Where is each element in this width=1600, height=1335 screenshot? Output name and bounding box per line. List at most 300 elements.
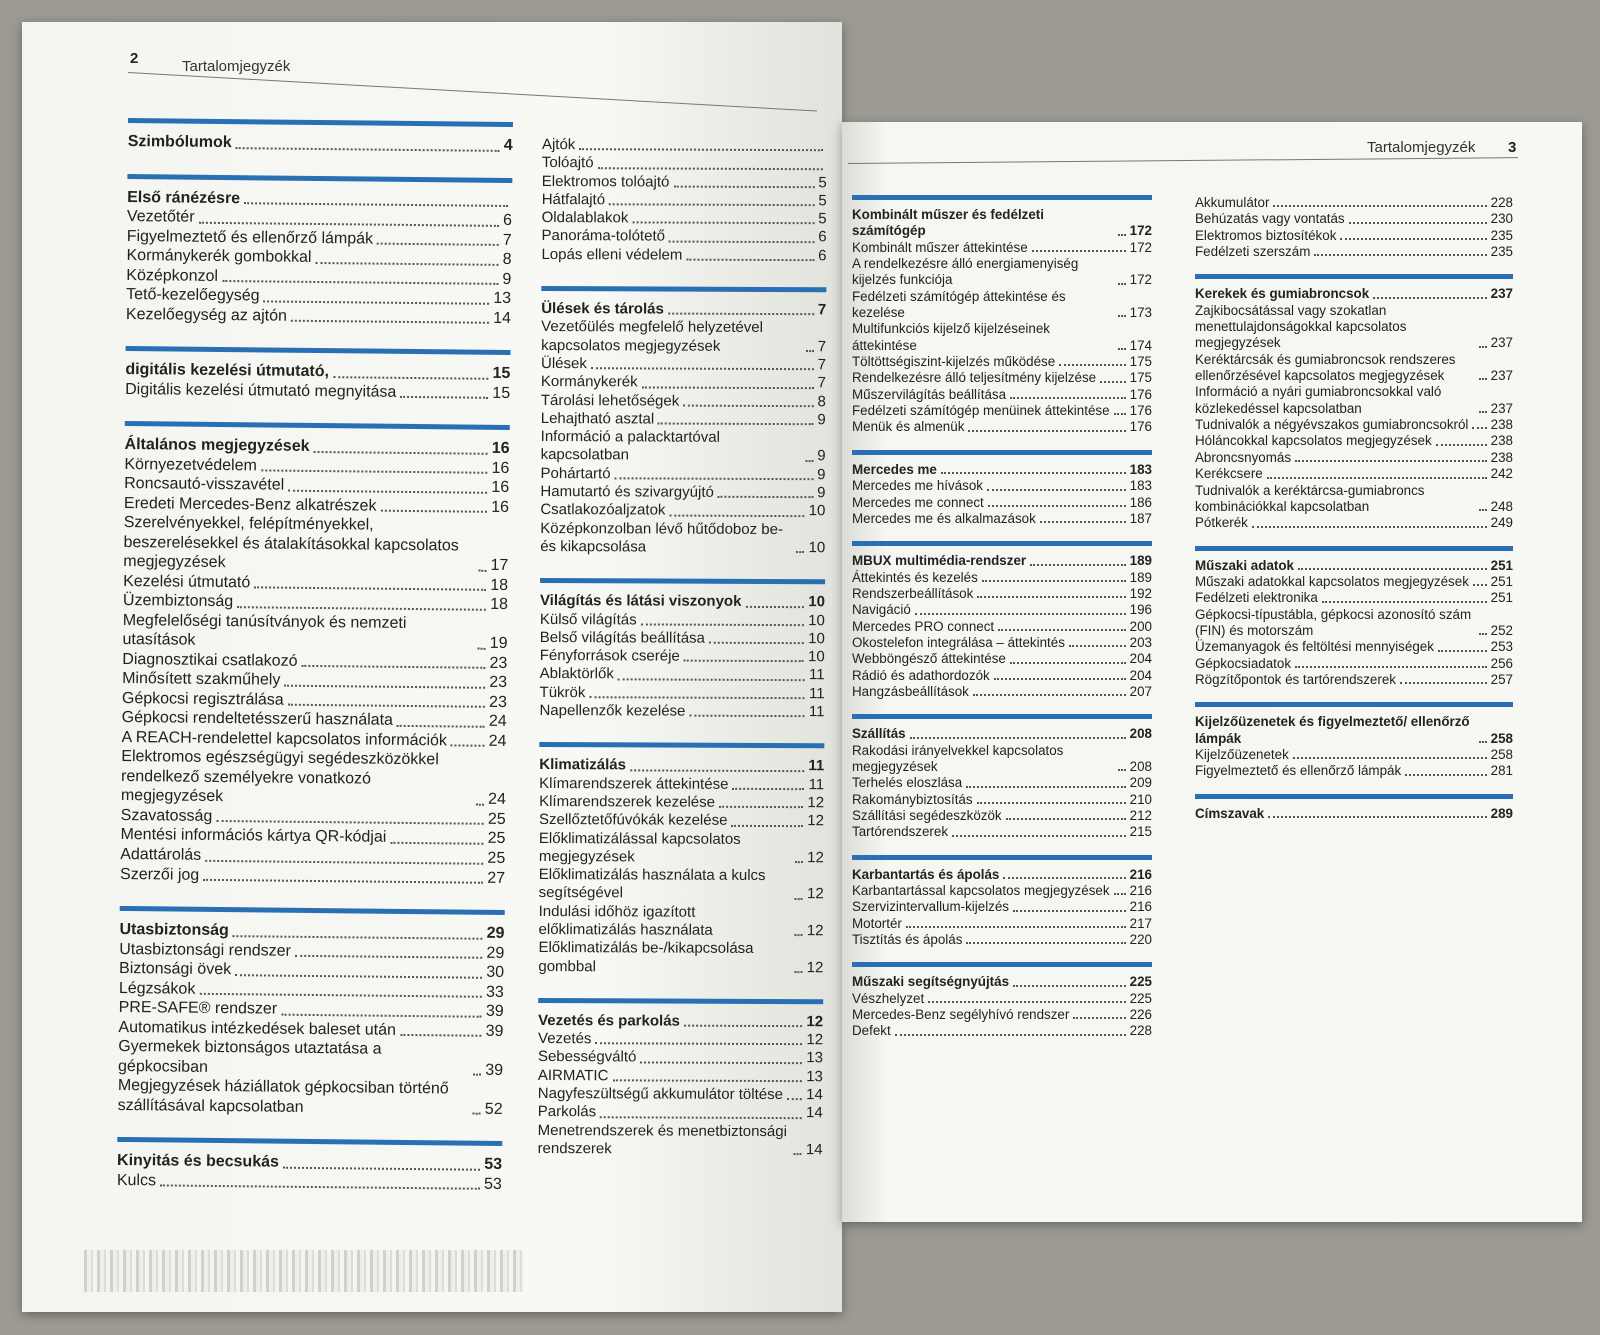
right-page-number: 3 — [1508, 139, 1517, 156]
toc-page-number: 14 — [806, 1104, 823, 1122]
toc-page-number: 249 — [1490, 515, 1513, 531]
toc-section-heading[interactable] — [852, 207, 1152, 240]
toc-page-number: 258 — [1490, 730, 1513, 746]
toc-entry[interactable] — [540, 665, 825, 685]
dot-leader — [988, 505, 1126, 507]
toc-entry[interactable] — [852, 824, 1152, 840]
dot-leader — [400, 1034, 482, 1037]
toc-page-number: 16 — [491, 479, 510, 497]
dot-leader — [377, 243, 499, 246]
toc-entry[interactable] — [541, 246, 826, 266]
dot-leader — [1479, 378, 1487, 380]
dot-leader — [1436, 444, 1487, 446]
toc-entry[interactable] — [852, 635, 1152, 651]
toc-entry[interactable] — [542, 173, 827, 193]
toc-page-number: 8 — [502, 250, 512, 269]
toc-entry-text: Hangzásbeállítások — [852, 683, 969, 699]
toc-entry-text: Megfelelőségi tanúsítványok és nemzeti utasítások — [122, 611, 407, 650]
toc-section — [120, 421, 510, 888]
toc-entry[interactable] — [540, 501, 825, 521]
toc-page-number: 12 — [806, 1031, 824, 1049]
dot-leader — [478, 569, 486, 571]
toc-heading-text: Utasbiztonság — [119, 920, 229, 940]
dot-leader — [222, 280, 498, 285]
toc-entry-text: Információ a nyári gumiabroncsokkal való közlekedéssel kapcsolatban — [1195, 384, 1442, 416]
toc-entry[interactable] — [1195, 483, 1513, 516]
toc-page-number: 7 — [817, 337, 827, 355]
toc-entry[interactable] — [1195, 466, 1513, 482]
dot-leader — [216, 820, 484, 825]
toc-entry-text: A rendelkezésre álló energiamenyiség kijelzés funkciója — [852, 256, 1079, 288]
toc-section — [1195, 702, 1513, 779]
toc-entry-text: Rakománybiztosítás — [852, 791, 973, 807]
toc-page-number: 11 — [808, 703, 825, 721]
toc-entry[interactable] — [1195, 352, 1513, 385]
toc-entry[interactable] — [542, 209, 827, 229]
toc-entry[interactable] — [540, 483, 825, 503]
toc-entry[interactable] — [1195, 211, 1513, 227]
toc-page-number: 208 — [1129, 726, 1152, 742]
toc-page-number: 176 — [1129, 419, 1152, 435]
toc-entry-text: Szervizintervallum-kijelzés — [852, 899, 1010, 915]
toc-entry[interactable] — [852, 808, 1152, 824]
dot-leader — [160, 1185, 480, 1190]
toc-section — [118, 906, 505, 1119]
toc-entry[interactable] — [540, 684, 825, 704]
toc-entry-text: Előklimatizálással kapcsolatos megjegyzések — [538, 829, 741, 866]
toc-entry-text: Tükrök — [539, 683, 586, 701]
toc-entry[interactable] — [542, 136, 827, 156]
toc-entry-text: Vezetés — [538, 1030, 592, 1048]
toc-entry-text: Rendszerbeállítások — [852, 585, 974, 601]
toc-entry[interactable] — [538, 1030, 823, 1050]
toc-page-number: 14 — [493, 309, 512, 327]
dot-leader — [1073, 1017, 1125, 1019]
toc-entry-text: Kombinált műszer áttekintése — [852, 239, 1028, 255]
dot-leader — [1118, 348, 1126, 350]
dot-leader — [795, 861, 803, 863]
toc-entry[interactable] — [852, 991, 1152, 1007]
toc-entry[interactable] — [852, 354, 1152, 370]
toc-entry[interactable] — [852, 419, 1152, 435]
toc-entry[interactable] — [542, 154, 827, 174]
toc-entry-text: Kezelési útmutató — [123, 572, 251, 592]
toc-page-number: 14 — [806, 1086, 823, 1104]
toc-page-number: 23 — [489, 674, 508, 692]
toc-entry[interactable] — [1195, 747, 1513, 763]
toc-page-number: 258 — [1490, 746, 1513, 762]
toc-entry[interactable] — [126, 305, 511, 329]
dot-leader — [1114, 413, 1126, 415]
toc-entry-text: Oldalablakok — [541, 209, 629, 227]
toc-entry-text: Sebességváltó — [537, 1048, 637, 1066]
toc-entry[interactable] — [852, 1007, 1152, 1023]
toc-entry[interactable] — [540, 520, 825, 558]
toc-section-heading[interactable] — [852, 726, 1152, 742]
toc-entry-text: Diagnosztikai csatlakozó — [122, 650, 298, 670]
toc-entry-text: A REACH-rendelettel kapcsolatos információk — [121, 728, 448, 750]
dot-leader — [632, 222, 814, 225]
toc-entry[interactable] — [1195, 763, 1513, 779]
dot-leader — [600, 1116, 802, 1119]
dot-leader — [589, 696, 805, 699]
toc-section — [1195, 274, 1513, 531]
toc-entry-text: Középkonzol — [126, 266, 219, 285]
dot-leader — [731, 824, 803, 826]
toc-heading-text: Klimatizálás — [539, 756, 627, 774]
toc-entry[interactable] — [1195, 672, 1513, 688]
section-divider-bar — [1195, 702, 1513, 707]
toc-page-number: 252 — [1490, 622, 1513, 638]
dot-leader — [719, 806, 803, 808]
dot-leader — [1479, 633, 1487, 635]
toc-section-heading[interactable] — [128, 132, 513, 156]
toc-section-heading[interactable] — [540, 592, 825, 612]
toc-page-number: 189 — [1129, 553, 1152, 569]
toc-page-number: 204 — [1129, 651, 1152, 667]
toc-entry-text: Középkonzolban lévő hűtődoboz be- és kikapcsolása — [540, 519, 784, 556]
toc-entry[interactable] — [541, 318, 826, 356]
toc-section-heading[interactable] — [1195, 558, 1513, 574]
toc-entry[interactable] — [538, 903, 823, 941]
toc-section-heading[interactable] — [1195, 806, 1513, 822]
toc-entry[interactable] — [122, 611, 507, 654]
toc-entry[interactable] — [852, 370, 1152, 386]
toc-entry-text: Áttekintés és kezelés — [852, 569, 978, 585]
toc-page-number: 14 — [805, 1141, 823, 1159]
toc-page-number: 200 — [1129, 618, 1152, 634]
toc-page-number: 183 — [1129, 461, 1152, 477]
toc-page-number: 256 — [1490, 655, 1513, 671]
toc-heading-text: Vezetés és parkolás — [538, 1011, 680, 1030]
toc-entry-text: Panoráma-tolótető — [541, 227, 666, 246]
toc-page-number: 207 — [1129, 683, 1152, 699]
toc-entry[interactable] — [852, 1023, 1152, 1039]
toc-page-number: 9 — [817, 484, 826, 502]
toc-entry[interactable] — [1195, 384, 1513, 417]
toc-section — [852, 541, 1152, 700]
dot-leader — [968, 430, 1125, 432]
toc-page-number: 183 — [1129, 478, 1152, 494]
toc-page-number: 53 — [484, 1155, 503, 1174]
toc-section-heading[interactable] — [852, 867, 1152, 883]
dot-leader — [281, 1013, 482, 1017]
toc-page-number: 25 — [487, 830, 506, 848]
toc-entry-text: Webböngésző áttekintése — [852, 651, 1006, 667]
toc-section-heading[interactable] — [538, 1012, 823, 1032]
toc-entry[interactable] — [852, 743, 1152, 776]
toc-entry[interactable] — [852, 775, 1152, 791]
toc-section — [538, 742, 824, 977]
dot-leader — [618, 678, 805, 681]
toc-entry[interactable] — [1195, 607, 1513, 640]
toc-page-number: 39 — [485, 1002, 504, 1021]
toc-entry[interactable] — [1195, 574, 1513, 590]
toc-entry-text: Ablaktörlők — [539, 665, 614, 683]
toc-section-heading[interactable] — [117, 1151, 502, 1175]
toc-entry[interactable] — [541, 355, 826, 375]
toc-page-number: 6 — [818, 246, 827, 265]
toc-section — [852, 855, 1152, 949]
toc-page-number: 16 — [491, 459, 510, 477]
toc-entry[interactable] — [852, 792, 1152, 808]
dot-leader — [684, 660, 804, 663]
dot-leader — [805, 460, 813, 462]
toc-entry-text: Gépkocsiadatok — [1195, 655, 1292, 671]
toc-section — [125, 346, 511, 403]
toc-entry[interactable] — [852, 602, 1152, 618]
toc-heading-text: Világítás és látási viszonyok — [539, 592, 742, 611]
toc-entry[interactable] — [852, 932, 1152, 948]
toc-page-number: 10 — [808, 593, 826, 611]
toc-page-number: 216 — [1129, 883, 1152, 899]
toc-entry-text: Fedélzeti számítógép menüinek áttekintése — [852, 403, 1110, 419]
toc-page-number: 13 — [493, 289, 512, 308]
toc-entry[interactable] — [125, 380, 510, 404]
toc-entry[interactable] — [542, 227, 827, 247]
toc-entry[interactable] — [538, 1085, 823, 1105]
dot-leader — [1295, 460, 1487, 462]
toc-entry[interactable] — [1195, 450, 1513, 466]
toc-entry[interactable] — [852, 321, 1152, 354]
toc-entry[interactable] — [852, 256, 1152, 289]
toc-entry[interactable] — [1195, 244, 1513, 260]
toc-entry[interactable] — [1195, 590, 1513, 606]
toc-entry[interactable] — [852, 619, 1152, 635]
dot-leader — [1118, 234, 1126, 236]
toc-entry-text: Terhelés eloszlása — [852, 775, 963, 791]
toc-entry[interactable] — [540, 465, 825, 485]
toc-entry[interactable] — [541, 373, 826, 393]
toc-entry[interactable] — [852, 899, 1152, 915]
toc-entry-text: Gyermekek biztonságos utaztatása a gépkocsiban — [117, 1038, 382, 1076]
dot-leader — [1100, 381, 1126, 383]
toc-page-number: 187 — [1129, 510, 1152, 526]
toc-section — [128, 118, 513, 156]
toc-section — [541, 136, 827, 265]
toc-heading-text: Kijelzőüzenetek és figyelmeztető/ ellenőrző lámpák — [1195, 714, 1470, 746]
dot-leader — [1479, 741, 1487, 743]
dot-leader — [673, 185, 814, 188]
toc-entry[interactable] — [852, 403, 1152, 419]
toc-page-number: 24 — [487, 791, 506, 809]
dot-leader — [795, 898, 803, 900]
toc-page-number: 172 — [1129, 272, 1152, 288]
section-divider-bar — [120, 906, 505, 915]
dot-leader — [291, 320, 489, 324]
toc-entry[interactable] — [852, 684, 1152, 700]
dot-leader — [658, 423, 813, 426]
toc-page-number: 237 — [1490, 400, 1513, 416]
toc-page-number: 13 — [806, 1067, 823, 1086]
toc-entry-text: Lehajtható asztal — [540, 409, 655, 428]
toc-entry[interactable] — [852, 668, 1152, 684]
section-divider-bar — [539, 742, 824, 748]
toc-page-number: 248 — [1490, 498, 1513, 514]
toc-entry[interactable] — [541, 392, 826, 412]
toc-page-number: 52 — [484, 1100, 503, 1118]
dot-leader — [1472, 427, 1486, 429]
toc-entry[interactable] — [1195, 515, 1513, 531]
toc-heading-text: Kerekek és gumiabroncsok — [1195, 286, 1370, 302]
toc-entry[interactable] — [539, 866, 824, 904]
toc-entry[interactable] — [852, 387, 1152, 403]
toc-page-number: 29 — [486, 924, 505, 943]
dot-leader — [400, 396, 488, 399]
dot-leader — [941, 472, 1126, 474]
dot-leader — [591, 367, 814, 370]
toc-entry-text: Elektromos biztosítékok — [1195, 227, 1337, 243]
toc-entry-text: Digitális kezelési útmutató megnyitása — [125, 380, 397, 401]
toc-section-heading[interactable] — [541, 300, 826, 320]
toc-entry[interactable] — [539, 702, 824, 722]
toc-entry[interactable] — [540, 611, 825, 631]
dot-leader — [333, 376, 489, 380]
toc-entry-text: Karbantartással kapcsolatos megjegyzések — [852, 883, 1110, 899]
toc-page-number: 25 — [487, 849, 506, 867]
toc-entry[interactable] — [852, 916, 1152, 932]
toc-entry[interactable] — [852, 478, 1152, 494]
toc-entry[interactable] — [852, 883, 1152, 899]
toc-entry[interactable] — [538, 939, 823, 977]
toc-page-number: 238 — [1490, 433, 1513, 449]
dot-leader — [598, 167, 823, 170]
toc-entry[interactable] — [1195, 639, 1513, 655]
toc-entry[interactable] — [852, 586, 1152, 602]
toc-entry[interactable] — [1195, 417, 1513, 433]
toc-section — [1195, 546, 1513, 689]
toc-entry-text: Belső világítás beállítása — [539, 628, 705, 647]
toc-entry[interactable] — [1195, 303, 1513, 352]
toc-page-number: 251 — [1490, 590, 1513, 606]
toc-section — [852, 962, 1152, 1039]
toc-page-number: 12 — [806, 1013, 824, 1031]
toc-entry-text: Pótkerék — [1195, 515, 1248, 531]
toc-entry[interactable] — [538, 1048, 823, 1068]
toc-entry[interactable] — [541, 428, 826, 466]
dot-leader — [684, 1025, 803, 1028]
dot-leader — [284, 685, 485, 689]
section-divider-bar — [540, 578, 825, 584]
toc-section-heading[interactable] — [1195, 714, 1513, 747]
toc-entry[interactable] — [540, 647, 825, 667]
toc-entry[interactable] — [852, 289, 1152, 322]
toc-entry[interactable] — [1195, 228, 1513, 244]
toc-entry[interactable] — [538, 1103, 823, 1123]
toc-section — [852, 714, 1152, 840]
toc-page-number: 4 — [503, 136, 513, 155]
toc-section-heading[interactable] — [539, 756, 824, 776]
toc-entry-text: Előklimatizálás használata a kulcs segítségével — [538, 866, 766, 902]
dot-leader — [796, 551, 804, 553]
toc-entry[interactable] — [118, 1076, 503, 1119]
toc-page-number: 25 — [487, 810, 506, 828]
toc-entry[interactable] — [541, 410, 826, 430]
toc-entry-text: Kulcs — [116, 1171, 157, 1190]
toc-entry[interactable] — [121, 747, 507, 810]
dot-leader — [683, 404, 813, 407]
toc-entry[interactable] — [1195, 195, 1513, 211]
toc-entry-text: Kormánykerék gombokkal — [126, 247, 312, 266]
toc-entry[interactable] — [539, 829, 824, 867]
left-page-number: 2 — [130, 50, 139, 67]
toc-entry[interactable] — [123, 513, 509, 576]
section-divider-bar — [1195, 274, 1513, 279]
toc-page-number: 253 — [1490, 639, 1513, 655]
dot-leader — [640, 1061, 802, 1064]
dot-leader — [254, 587, 486, 591]
toc-page-number: 172 — [1129, 239, 1152, 255]
toc-entry[interactable] — [120, 864, 505, 888]
toc-section-heading[interactable] — [852, 462, 1152, 478]
toc-section — [852, 195, 1152, 436]
toc-entry[interactable] — [538, 1067, 823, 1087]
toc-entry[interactable] — [118, 1037, 503, 1080]
dot-leader — [609, 203, 814, 206]
toc-entry[interactable] — [117, 1171, 502, 1195]
toc-entry[interactable] — [539, 775, 824, 795]
dot-leader — [630, 769, 804, 772]
toc-entry-text: Utasbiztonsági rendszer — [119, 940, 292, 960]
toc-page-number: 175 — [1129, 354, 1152, 370]
dot-leader — [295, 955, 483, 959]
toc-page-number: 16 — [491, 439, 510, 458]
toc-entry-text: Vezetőülés megfelelő helyzetével kapcsolatos megjegyzések — [541, 318, 764, 355]
dot-leader — [1013, 985, 1126, 987]
toc-page-number: 172 — [1129, 223, 1152, 239]
toc-heading-text: Ülések és tárolás — [541, 300, 664, 318]
toc-entry[interactable] — [1195, 433, 1513, 449]
toc-page-number: 10 — [808, 502, 826, 520]
dot-leader — [288, 704, 485, 708]
toc-page-number: 174 — [1129, 337, 1152, 353]
toc-entry[interactable] — [852, 240, 1152, 256]
toc-page-number: 23 — [489, 693, 507, 711]
toc-entry[interactable] — [539, 793, 824, 813]
toc-entry[interactable] — [852, 651, 1152, 667]
toc-entry[interactable] — [540, 629, 825, 649]
dot-leader — [233, 935, 483, 940]
toc-section-heading[interactable] — [852, 553, 1152, 569]
toc-page-number: 242 — [1490, 466, 1513, 482]
toc-entry[interactable] — [852, 570, 1152, 586]
toc-page-number: 11 — [808, 684, 825, 702]
section-divider-bar — [852, 855, 1152, 860]
toc-entry[interactable] — [542, 191, 827, 211]
toc-entry[interactable] — [852, 495, 1152, 511]
toc-page-number: 24 — [488, 713, 507, 731]
toc-entry-text: Elektromos egészségügyi segédeszközökkel rendelkező személyekre vonatkozó megjegyzések — [120, 748, 439, 806]
toc-entry-text: Megjegyzések háziállatok gépkocsiban történő szállításával kapcsolatban — [117, 1077, 449, 1116]
toc-page-number: 237 — [1490, 368, 1513, 384]
toc-entry[interactable] — [1195, 656, 1513, 672]
toc-section-heading[interactable] — [1195, 286, 1513, 302]
dot-leader — [397, 725, 485, 728]
toc-entry-text: Figyelmeztető és ellenőrző lámpák — [1195, 763, 1402, 779]
dot-leader — [473, 1074, 481, 1076]
toc-section-heading[interactable] — [852, 974, 1152, 990]
toc-entry-text: Klímarendszerek kezelése — [539, 792, 716, 811]
toc-page-number: 216 — [1129, 899, 1152, 915]
toc-entry-text: Tisztítás és ápolás — [852, 932, 963, 948]
dot-leader — [1295, 666, 1487, 668]
toc-entry[interactable] — [538, 1122, 823, 1160]
dot-leader — [1479, 509, 1487, 511]
toc-entry[interactable] — [539, 811, 824, 831]
toc-entry[interactable] — [852, 511, 1152, 527]
dot-leader — [906, 926, 1126, 928]
toc-entry-text: Tető-kezelőegység — [126, 286, 260, 305]
